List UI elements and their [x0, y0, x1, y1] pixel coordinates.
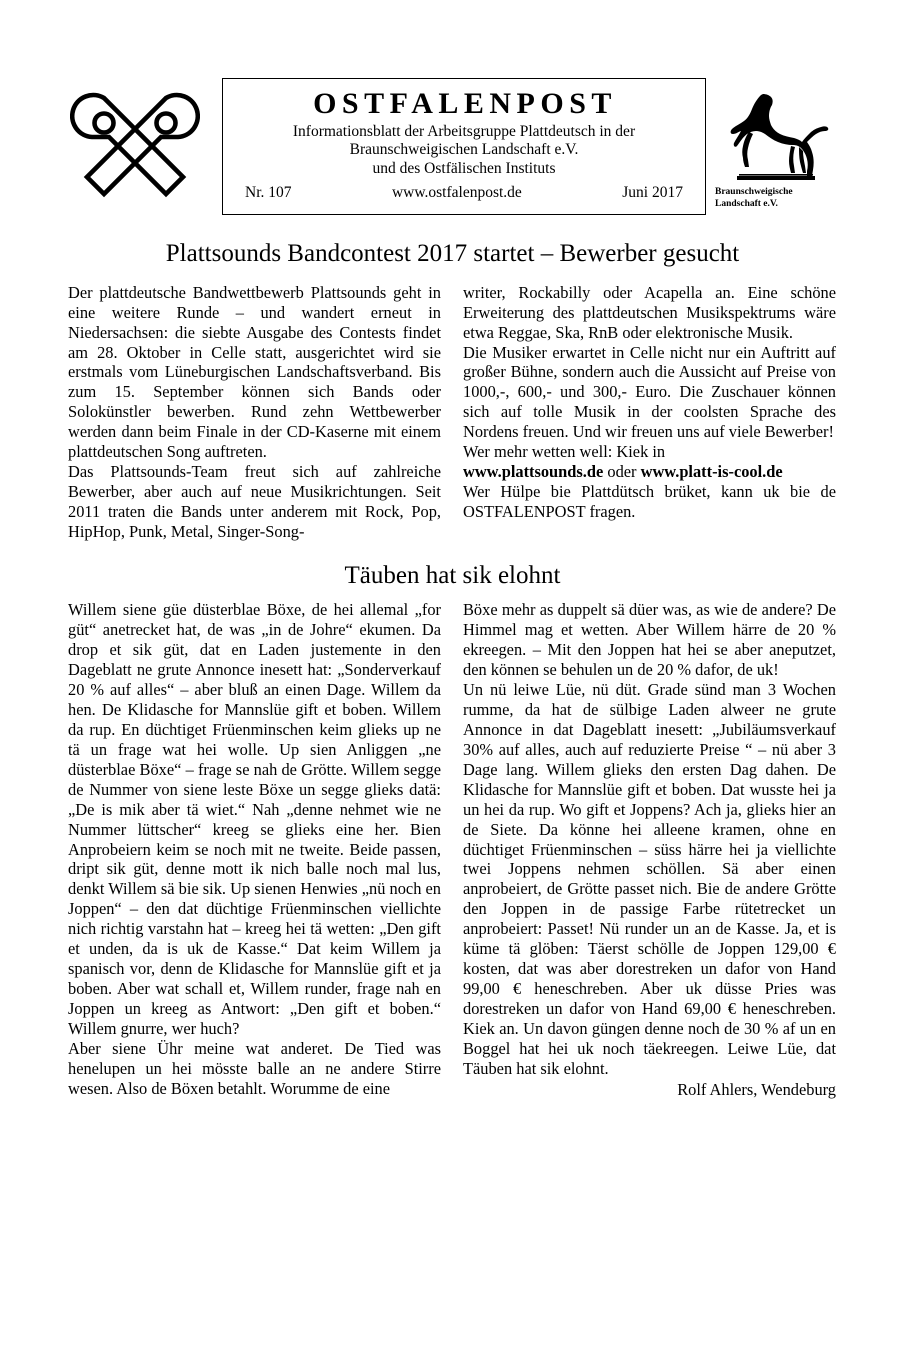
masthead	[68, 72, 837, 222]
article-1-right-column	[463, 283, 836, 542]
article-2-byline: Rolf Ahlers, Wendeburg	[677, 1079, 836, 1099]
issue-date: Juni 2017	[622, 184, 683, 202]
ostfalen-crossed-keys-emblem-icon	[70, 82, 200, 214]
masthead-subtitle-line-1: Informationsblatt der Arbeitsgruppe Plattdeutsch in der	[292, 122, 636, 140]
website-url[interactable]: www.ostfalenpost.de	[391, 184, 522, 202]
paper-title: OSTFALENPOST	[313, 87, 617, 120]
article-2-left-column	[68, 600, 441, 1099]
article-1-left-column	[68, 283, 441, 542]
plattsounds-link[interactable]: www.plattsounds.de	[463, 462, 604, 482]
paragraph: Die Musiker erwartet in Celle nicht nur ein Auftritt auf großer Bühne, sondern auch die Aussicht auf Preise von 1000,-, 600,- und 300,- Euro. Die Zuschauer können sich auf tolle Musik in der coolsten Sprache des Nordens freuen. Und wir freuen uns auf viele Bewerber!	[463, 342, 836, 442]
issue-number: Nr. 107	[245, 184, 292, 202]
website-links-line	[463, 462, 836, 482]
paragraph: Wer Hülpe bie Plattdütsch brüket, kann uk bie de OSTFALENPOST fragen.	[463, 481, 836, 521]
paragraph: Böxe mehr as duppelt sä düer was, as wie de andere? De Himmel mag et wetten. Aber Willem härre de 20 % ekreegen. – Mit den Joppen hat hei se aber aneputzet, den können se behulen un de 20 % dafor, de uk!	[463, 600, 836, 680]
paragraph: Der plattdeutsche Bandwettbewerb Plattsounds geht in eine weitere Runde – und wandert erneut in Niedersachsen: die siebte Ausgabe des Contests findet am 28. Oktober in Celle statt, ausgerichtet wird sie erstmals vom Lüneburgischen Landschaftsverband. Bis zum 15. September können sich Bands oder Solokünstler bewerben. Rund zehn Wettbewerber werden dann beim Finale in der CD-Kaserne mit einem plattdeutschen Song auftreten.	[68, 282, 441, 462]
masthead-meta-row	[245, 184, 683, 202]
article-2-columns	[68, 600, 837, 1099]
newsletter-page	[0, 72, 905, 1352]
masthead-box	[222, 78, 706, 215]
masthead-subtitle-line-3: und des Ostfälischen Instituts	[372, 160, 556, 178]
logo-caption-line-2: Landschaft e.V.	[715, 198, 778, 209]
article-1-headline: Plattsounds Bandcontest 2017 startet – Bewerber gesucht	[165, 240, 740, 267]
logo-caption	[713, 187, 837, 210]
article-2-headline: Täuben hat sik elohnt	[344, 561, 561, 589]
content-area	[68, 240, 837, 1100]
paragraph: Willem siene güe düsterblae Böxe, de hei allemal „for güt“ anetrecket hat, de was „in de Johre“ ekumen. Da drop et sik güt, dat en Laden justemente in den Dageblatt ne grute Annonce inesett hat: „Sonderverkauf 20 % auf alles“ – aber bluß an einen Dage. Willem da hen. De Klidasche for Mannslüe gift et boben. Willem da rup. En düchtiget Früenminschen keim glieks up ne tä un frage wat hei wolle. Up sien Anliggen „ne düsterblae Böxe“ – frage se nah de Grötte. Willem segge de Nummer von siene leste Böxe un segge glieks datä: „De is mik aber tä wiet.“ Nah „denne nehmet wie ne Nummer lüttscher“ kreeg se glieks eine her. Bien Anprobeiern keim se noch mit ne tweite. Beide passen, dript sik güt, denne mott ik nich balle noch mal lus, denkt Willem sä bie sik. Up sienen Henwies „nü noch en Joppen“ – den dat düchtige Früenminschen viellichte nich richtig varstahn hat – kreeg hei tä wetten: „Den gift et unden, da is uk de Kasse.“ Dat keim Willem ja spanisch vor, denn de Klidasche for Mannslüe gift et ja boben. Aber wat schall et, Willem runder, frage nah en Joppen un kreeg as Antwort: „Den gift et boben.“ Willem gnurre, wer huch?	[68, 600, 441, 1038]
paragraph: Aber siene Ühr meine wat anderet. De Tied was henelupen un hei mösste balle an ne andere Stirre wesen. Also de Böxen betahlt. Worumme de eine	[68, 1038, 441, 1098]
paragraph: Un nü leiwe Lüe, nü düt. Grade sünd man 3 Wochen rumme, da hat de sülbige Laden alweer ne grute Annonce in dat Dageblatt inesett: „Jubiläumsverkauf 30% auf alles, auch auf reduzierte Preise “ – nü aber 3 Dage lang. Willem glieks den ersten Dag dahen. De Klidasche for Mannslüe gift et boben. Dat wusste hei ja un hei da rup. Wo gift et Joppens? Ach ja, glieks hier an de Siete. Da könne hei alleene kramen, ohne en düchtiget Früenminschen – süss härre hei ja viellichte twei Joppens nehmen schöllen. Sä aber einen anprobeiert, de Grötte passet nich. Bie de andere Grötte den Joppen in de passige Farbe rütetrecket un anprobeiert: Passet! Nü runder un an de Kasse. Ja, et is küme tä glöben: Täerst schölle de Joppen 129,00 € kosten, dat was aber dorestreken un dafor von Hand 99,00 € heneschreben. Aber uk düsse Pries was dorestreken un dafor von Hand 69,00 € heneschreben. Kiek an. Un davon güngen denne noch de 30 % af un en Boggel hat hei uk noch täekreegen. Leiwe Lüe, dat Täuben hat sik elohnt.	[463, 680, 836, 1078]
masthead-subtitle-line-2: Braunschweigischen Landschaft e.V.	[349, 141, 579, 159]
links-separator: oder	[603, 462, 641, 482]
paragraph: Wer mehr wetten well: Kiek in	[463, 442, 666, 462]
braunschweigische-landschaft-logo	[713, 90, 837, 218]
paragraph: writer, Rockabilly oder Acapella an. Eine schöne Erweiterung des plattdeutschen Musikspektrums wäre etwa Reggae, Ska, RnB oder elektronische Musik.	[463, 282, 836, 342]
article-1-columns	[68, 283, 837, 542]
article-2-right-column	[463, 600, 836, 1099]
paragraph: Das Plattsounds-Team freut sich auf zahlreiche Bewerber, aber auch auf neue Musikrichtungen. Seit 2011 traten die Bands unter anderem mit Rock, Pop, HipHop, Punk, Metal, Singer-Song-	[68, 462, 441, 541]
logo-caption-line-1: Braunschweigische	[715, 187, 793, 197]
platt-is-cool-link[interactable]: www.platt-is-cool.de	[640, 462, 783, 482]
saxon-horse-icon	[717, 90, 833, 186]
